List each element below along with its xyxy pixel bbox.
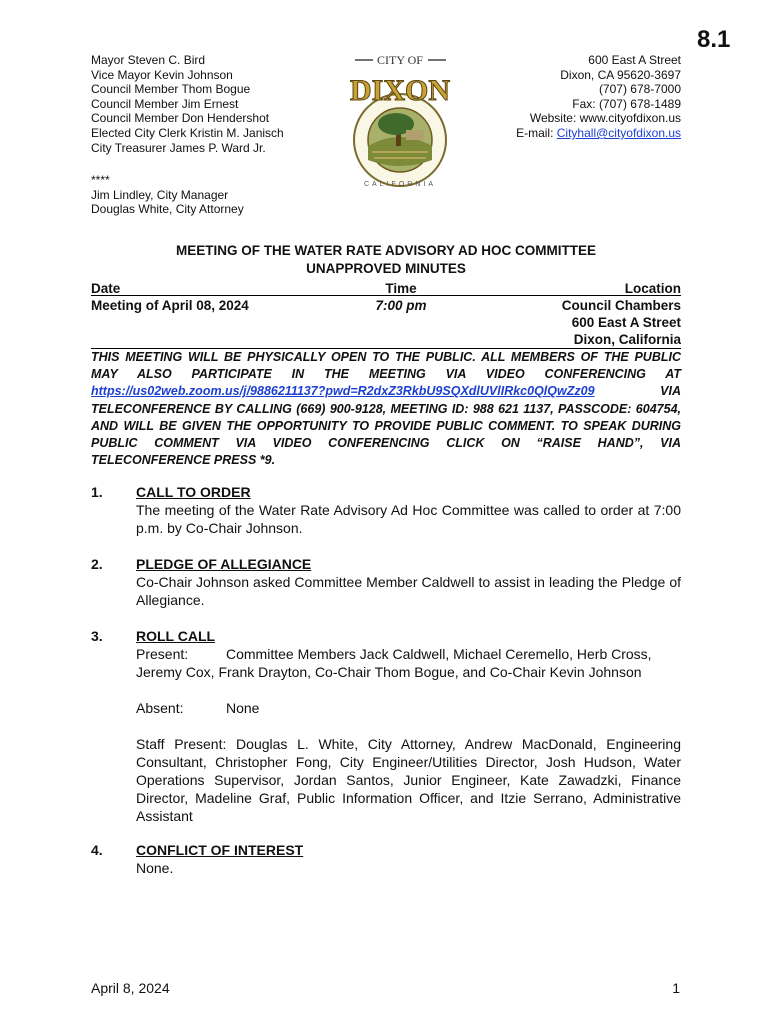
page-number: 8.1: [697, 26, 731, 53]
official-mayor: Mayor Steven C. Bird: [91, 53, 206, 67]
agenda-item: [91, 483, 681, 537]
meeting-header-table: [91, 280, 681, 348]
official-council-member: Council Member Jim Ernest: [91, 96, 239, 111]
staff-present-text: Staff Present: Douglas L. White, City Attorney, Andrew MacDonald, Engineering Consultant, Christopher Fong, City Engineer/Utilities Director, Josh Hudson, Water Operations Supervisor, Jordan Santos, Junior Engineer, Kate Zawadzki, Finance Director, Madeline Graf, Public Information Officer, and Itzie Serrano, Administrative Assistant: [136, 736, 681, 824]
seal-state-text: CALIFORNIA: [363, 181, 437, 188]
location-value-1: Council Chambers: [561, 298, 681, 313]
official-council-member: Council Member Don Hendershot: [91, 111, 270, 126]
public-notice: [91, 349, 681, 469]
header-rule: [91, 295, 681, 296]
address-line-2: Dixon, CA 95620-3697: [560, 67, 681, 82]
absent-text: None: [226, 700, 260, 716]
date-label: Date: [91, 281, 121, 296]
footer-page-number: 1: [672, 980, 680, 996]
website: Website: www.cityofdixon.us: [529, 111, 681, 126]
item-number: 1.: [91, 484, 103, 500]
email-link[interactable]: Cityhall@cityofdixon.us: [556, 125, 681, 140]
city-seal-logo: [340, 48, 460, 193]
contact-info: [516, 53, 681, 141]
official-vice-mayor: Vice Mayor Kevin Johnson: [91, 67, 233, 82]
time-label: Time: [385, 281, 417, 296]
item-text: The meeting of the Water Rate Advisory Ad Hoc Committee was called to order at 7:00 p.m. by Co-Chair Johnson.: [136, 502, 681, 536]
title-line-2: UNAPPROVED MINUTES: [306, 261, 466, 276]
item-heading: PLEDGE OF ALLEGIANCE: [136, 556, 312, 572]
time-value: 7:00 pm: [375, 298, 427, 313]
item-number: 2.: [91, 556, 103, 572]
staff-city-attorney: Douglas White, City Attorney: [91, 202, 244, 217]
official-city-treasurer: City Treasurer James P. Ward Jr.: [91, 140, 266, 155]
agenda-item: [91, 841, 681, 877]
date-value: Meeting of April 08, 2024: [91, 298, 249, 313]
item-heading: CALL TO ORDER: [136, 484, 251, 500]
agenda-item: [91, 627, 681, 825]
item-heading: CONFLICT OF INTEREST: [136, 842, 304, 858]
present-text: Committee Members Jack Caldwell, Michael Ceremello, Herb Cross,: [226, 646, 652, 662]
location-value-2: 600 East A Street: [571, 315, 681, 330]
item-text: None.: [136, 860, 174, 876]
phone: (707) 678-7000: [598, 82, 681, 97]
agenda-item: [91, 555, 681, 609]
item-text: Co-Chair Johnson asked Committee Member Caldwell to assist in leading the Pledge of Allegiance.: [136, 574, 681, 608]
staff-city-manager: Jim Lindley, City Manager: [91, 187, 229, 202]
location-value-3: Dixon, California: [573, 332, 681, 347]
present-text-continued: Jeremy Cox, Frank Drayton, Co-Chair Thom Bogue, and Co-Chair Kevin Johnson: [136, 664, 642, 680]
item-number: 3.: [91, 628, 103, 644]
separator: ****: [91, 173, 110, 187]
address-line-1: 600 East A Street: [588, 53, 681, 67]
email-row: [516, 126, 681, 141]
footer-date: April 8, 2024: [91, 980, 170, 996]
item-number: 4.: [91, 842, 103, 858]
absent-label: Absent:: [136, 700, 184, 716]
staff-list: [91, 173, 244, 217]
location-label: Location: [624, 281, 681, 296]
official-city-clerk: Elected City Clerk Kristin M. Janisch: [91, 125, 284, 140]
title-line-1: MEETING OF THE WATER RATE ADVISORY AD HOC COMMITTEE: [175, 243, 596, 258]
notice-text-after: VIA TELECONFERENCE BY CALLING (669) 900-9128, MEETING ID: 988 621 1137, PASSCODE: 604754, AND WILL BE GIVEN THE OPPORTUNITY TO PROVIDE PUBLIC COMMENT. TO SPEAK DURING PUBLIC COMMENT VIA VIDEO CONFERENCING CLICK ON “RAISE HAND”, VIA TELECONFERENCE PRESS *9.: [91, 384, 681, 468]
meeting-title: [91, 242, 681, 278]
notice-text-before: THIS MEETING WILL BE PHYSICALLY OPEN TO THE PUBLIC. ALL MEMBERS OF THE PUBLIC MAY ALSO PARTICIPATE IN THE MEETING VIA VIDEO CONFERENCING AT: [91, 350, 681, 382]
zoom-link[interactable]: https://us02web.zoom.us/j/9886211137?pwd=R2dxZ3RkbU9SQXdlUVlIRkc0QlQwZz09: [91, 384, 595, 399]
seal-city-of-text: CITY OF: [377, 53, 423, 67]
official-council-member: Council Member Thom Bogue: [91, 82, 251, 97]
present-label: Present:: [136, 646, 189, 662]
seal-dixon-text: DIXON: [349, 74, 451, 107]
officials-list: [91, 53, 284, 155]
item-heading: ROLL CALL: [136, 628, 216, 644]
email-label: E-mail:: [516, 125, 557, 140]
fax: Fax: (707) 678-1489: [572, 96, 681, 111]
